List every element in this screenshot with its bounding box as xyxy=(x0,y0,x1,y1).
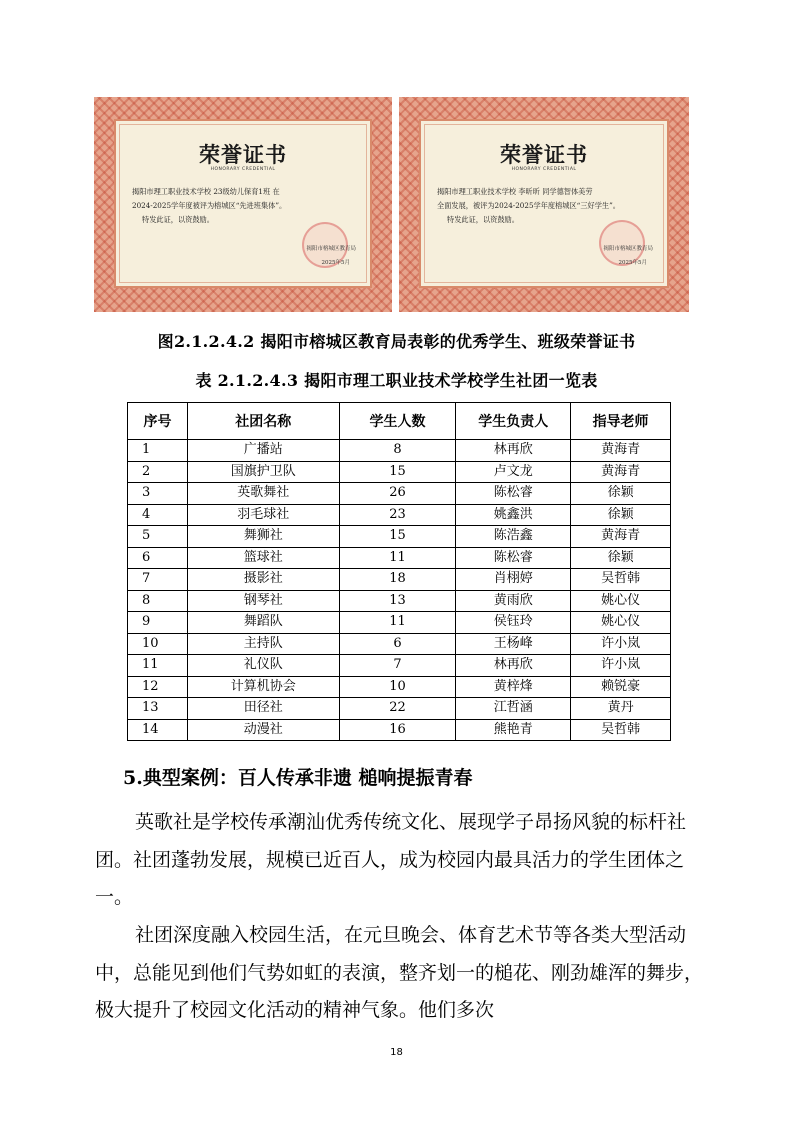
cell-club-name: 篮球社 xyxy=(187,547,339,569)
cell-student-leader: 侯钰玲 xyxy=(456,612,571,634)
cell-advisor: 姚心仪 xyxy=(571,612,671,634)
cell-student-leader: 陈松睿 xyxy=(456,547,571,569)
page-number: 18 xyxy=(390,1047,403,1058)
paragraph-text: 英歌社是学校传承潮汕优秀传统文化、展现学子昂扬风貌的标杆社团。社团蓬勃发展，规模已近百人，成为校园内最具活力的学生团体之一。 xyxy=(95,811,687,908)
cell-club-name: 羽毛球社 xyxy=(187,504,339,526)
cell-index: 11 xyxy=(128,655,188,677)
table-header-row xyxy=(128,403,671,440)
cell-club-name: 英歌舞社 xyxy=(187,483,339,505)
cell-student-count: 6 xyxy=(339,633,456,655)
cell-student-count: 26 xyxy=(339,483,456,505)
table-row xyxy=(128,698,671,720)
cell-student-count: 22 xyxy=(339,698,456,720)
cell-student-leader: 林再欣 xyxy=(456,440,571,462)
certificate-panel xyxy=(419,119,669,288)
paragraph-text: 社团深度融入校园生活，在元旦晚会、体育艺术节等各类大型活动中，总能见到他们气势如虹的表演，整齐划一的槌花、刚劲雄浑的舞步，极大提升了校园文化活动的精神气象。他们多次 xyxy=(95,924,704,1021)
certificate-line: 揭阳市理工职业技术学校 李昕昕 同学德智体美劳 xyxy=(437,187,593,196)
cell-student-count: 16 xyxy=(339,719,456,741)
cell-club-name: 礼仪队 xyxy=(187,655,339,677)
cell-index: 3 xyxy=(128,483,188,505)
table-row xyxy=(128,483,671,505)
certificate-line: 全面发展，被评为2024-2025学年度榕城区“三好学生”。 xyxy=(437,201,620,210)
certificate-subtitle: HONORARY CREDENTIAL xyxy=(511,167,577,172)
cell-student-leader: 王杨峰 xyxy=(456,633,571,655)
cell-student-count: 11 xyxy=(339,612,456,634)
table-row xyxy=(128,612,671,634)
table-row xyxy=(128,504,671,526)
cell-index: 12 xyxy=(128,676,188,698)
certificate-date: 2025年5月 xyxy=(618,260,647,266)
cell-advisor: 徐颖 xyxy=(571,504,671,526)
paragraph xyxy=(95,804,705,917)
certificate-issuer: 揭阳市榕城区教育局 xyxy=(306,246,356,252)
cell-student-leader: 黄雨欣 xyxy=(456,590,571,612)
certificate-date: 2025年5月 xyxy=(321,260,350,266)
certificate-image-student-award xyxy=(399,97,689,312)
cell-student-count: 13 xyxy=(339,590,456,612)
certificate-subtitle: HONORARY CREDENTIAL xyxy=(210,167,276,172)
certificate-title: 荣誉证书 xyxy=(500,143,588,167)
cell-index: 8 xyxy=(128,590,188,612)
cell-advisor: 吴哲韩 xyxy=(571,569,671,591)
cell-index: 2 xyxy=(128,461,188,483)
table-row xyxy=(128,633,671,655)
cell-advisor: 吴哲韩 xyxy=(571,719,671,741)
certificate-issuer: 揭阳市榕城区教育局 xyxy=(603,246,653,252)
header-index: 序号 xyxy=(128,403,188,440)
header-student-leader: 学生负责人 xyxy=(456,403,571,440)
cell-advisor: 许小岚 xyxy=(571,655,671,677)
cell-student-count: 11 xyxy=(339,547,456,569)
paragraph xyxy=(95,917,705,1030)
cell-club-name: 舞蹈队 xyxy=(187,612,339,634)
certificate-line: 特发此证，以资鼓励。 xyxy=(447,215,519,224)
cell-student-count: 15 xyxy=(339,461,456,483)
cell-club-name: 田径社 xyxy=(187,698,339,720)
cell-advisor: 黄海青 xyxy=(571,526,671,548)
cell-index: 5 xyxy=(128,526,188,548)
cell-student-count: 18 xyxy=(339,569,456,591)
cell-student-leader: 黄梓烽 xyxy=(456,676,571,698)
cell-student-leader: 熊艳青 xyxy=(456,719,571,741)
header-student-count: 学生人数 xyxy=(339,403,456,440)
cell-club-name: 钢琴社 xyxy=(187,590,339,612)
cell-student-leader: 林再欣 xyxy=(456,655,571,677)
cell-student-leader: 陈浩鑫 xyxy=(456,526,571,548)
cell-club-name: 国旗护卫队 xyxy=(187,461,339,483)
cell-advisor: 黄丹 xyxy=(571,698,671,720)
cell-advisor: 姚心仪 xyxy=(571,590,671,612)
table-row xyxy=(128,526,671,548)
section-heading: 5.典型案例：百人传承非遗 槌响提振青春 xyxy=(123,767,473,789)
cell-student-count: 10 xyxy=(339,676,456,698)
cell-index: 13 xyxy=(128,698,188,720)
cell-club-name: 动漫社 xyxy=(187,719,339,741)
cell-index: 6 xyxy=(128,547,188,569)
certificate-line: 2024-2025学年度被评为榕城区“先进班集体”。 xyxy=(132,201,287,210)
club-table xyxy=(127,402,671,741)
certificate-line: 揭阳市理工职业技术学校 23级幼儿保育1班 在 xyxy=(132,187,280,196)
certificate-panel xyxy=(114,119,372,288)
table-row xyxy=(128,569,671,591)
cell-advisor: 徐颖 xyxy=(571,547,671,569)
cell-club-name: 摄影社 xyxy=(187,569,339,591)
cell-student-count: 15 xyxy=(339,526,456,548)
table-row xyxy=(128,719,671,741)
cell-index: 7 xyxy=(128,569,188,591)
cell-index: 4 xyxy=(128,504,188,526)
cell-student-leader: 卢文龙 xyxy=(456,461,571,483)
cell-club-name: 广播站 xyxy=(187,440,339,462)
table-caption: 表 2.1.2.4.3 揭阳市理工职业技术学校学生社团一览表 xyxy=(195,371,598,390)
certificate-title: 荣誉证书 xyxy=(199,143,287,167)
cell-advisor: 许小岚 xyxy=(571,633,671,655)
table-row xyxy=(128,676,671,698)
cell-student-leader: 陈松睿 xyxy=(456,483,571,505)
cell-student-leader: 江哲涵 xyxy=(456,698,571,720)
header-advisor: 指导老师 xyxy=(571,403,671,440)
cell-student-leader: 肖栩婷 xyxy=(456,569,571,591)
table-row xyxy=(128,440,671,462)
cell-club-name: 主持队 xyxy=(187,633,339,655)
header-club-name: 社团名称 xyxy=(187,403,339,440)
cell-club-name: 计算机协会 xyxy=(187,676,339,698)
table-row xyxy=(128,461,671,483)
cell-student-count: 23 xyxy=(339,504,456,526)
certificate-line: 特发此证，以资鼓励。 xyxy=(142,215,214,224)
table-row xyxy=(128,655,671,677)
certificate-image-class-award xyxy=(94,97,392,312)
cell-index: 14 xyxy=(128,719,188,741)
cell-student-count: 8 xyxy=(339,440,456,462)
cell-index: 9 xyxy=(128,612,188,634)
cell-student-leader: 姚鑫洪 xyxy=(456,504,571,526)
cell-club-name: 舞狮社 xyxy=(187,526,339,548)
cell-index: 10 xyxy=(128,633,188,655)
cell-index: 1 xyxy=(128,440,188,462)
table-row xyxy=(128,547,671,569)
cell-student-count: 7 xyxy=(339,655,456,677)
cell-advisor: 赖锐豪 xyxy=(571,676,671,698)
figure-caption: 图2.1.2.4.2 揭阳市榕城区教育局表彰的优秀学生、班级荣誉证书 xyxy=(157,332,636,351)
cell-advisor: 徐颖 xyxy=(571,483,671,505)
table-body xyxy=(128,440,671,741)
table-row xyxy=(128,590,671,612)
certificate-body xyxy=(132,185,358,227)
cell-advisor: 黄海青 xyxy=(571,461,671,483)
cell-advisor: 黄海青 xyxy=(571,440,671,462)
